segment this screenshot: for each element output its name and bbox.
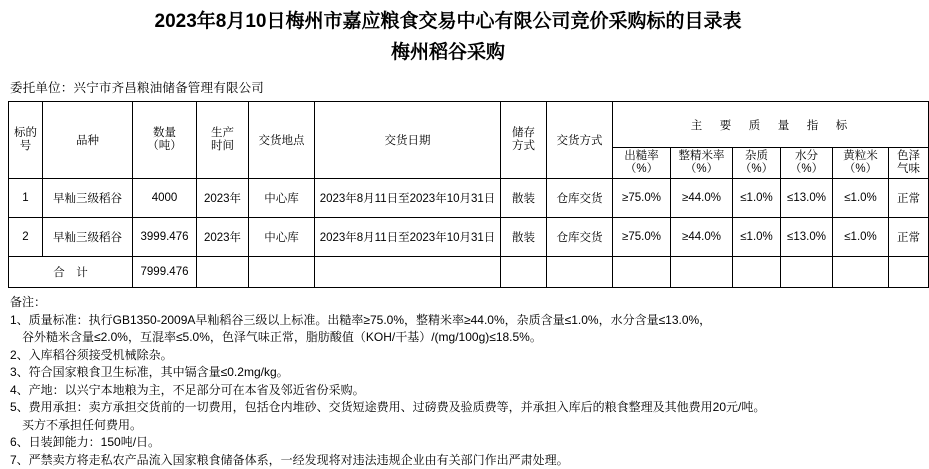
col-header-storage-mode: 储存 方式: [501, 102, 547, 179]
col-header-head-rice-rate: 整精米率 （%）: [671, 148, 733, 179]
cell-head-rice-rate: ≥44.0%: [671, 179, 733, 218]
cell-total-blank-7: [671, 257, 733, 288]
col-header-production-time: 生产 时间: [197, 102, 249, 179]
cell-total-blank-6: [613, 257, 671, 288]
cell-delivery-mode: 仓库交货: [547, 179, 613, 218]
cell-quantity: 4000: [133, 179, 197, 218]
cell-total-blank-5: [547, 257, 613, 288]
cell-color-smell: 正常: [889, 179, 929, 218]
col-header-impurity: 杂质 （%）: [733, 148, 781, 179]
lot-catalog-table: [8, 101, 929, 288]
cell-production-time: 2023年: [197, 218, 249, 257]
cell-yellow-rice: ≤1.0%: [833, 218, 889, 257]
note-line: 谷外糙米含量≤2.0%，互混率≤5.0%，色泽气味正常，脂肪酸值（KOH/干基）/(mg/100g)≤18.5%。: [10, 329, 888, 347]
cell-moisture: ≤13.0%: [781, 218, 833, 257]
cell-storage-mode: 散装: [501, 179, 547, 218]
note-line: 2、入库稻谷须接受机械除杂。: [10, 347, 888, 365]
cell-total-blank-11: [889, 257, 929, 288]
cell-total-blank-10: [833, 257, 889, 288]
col-header-quality-group: 主 要 质 量 指 标: [613, 102, 929, 148]
table-total-row: [9, 257, 929, 288]
cell-moisture: ≤13.0%: [781, 179, 833, 218]
note-line: 4、产地：以兴宁本地粮为主，不足部分可在本省及邻近省份采购。: [10, 382, 888, 400]
notes-section: [8, 294, 888, 469]
table-row: [9, 179, 929, 218]
cell-impurity: ≤1.0%: [733, 218, 781, 257]
col-header-lot-no: 标的 号: [9, 102, 43, 179]
note-line: 6、日装卸能力：150吨/日。: [10, 434, 888, 452]
notes-heading: 备注：: [10, 294, 888, 312]
cell-total-blank-3: [315, 257, 501, 288]
col-header-color-smell: 色泽 气味: [889, 148, 929, 179]
table-row: [9, 218, 929, 257]
col-header-brown-rice-rate: 出糙率 （%）: [613, 148, 671, 179]
page-subtitle: 梅州稻谷采购: [8, 38, 888, 68]
cell-delivery-date: 2023年8月11日至2023年10月31日: [315, 218, 501, 257]
col-header-moisture: 水分 （%）: [781, 148, 833, 179]
cell-total-blank-2: [249, 257, 315, 288]
cell-delivery-date: 2023年8月11日至2023年10月31日: [315, 179, 501, 218]
cell-color-smell: 正常: [889, 218, 929, 257]
cell-variety: 早籼三级稻谷: [43, 179, 133, 218]
cell-total-blank-1: [197, 257, 249, 288]
cell-total-blank-4: [501, 257, 547, 288]
cell-head-rice-rate: ≥44.0%: [671, 218, 733, 257]
cell-brown-rice-rate: ≥75.0%: [613, 218, 671, 257]
cell-lot-no: 1: [9, 179, 43, 218]
col-header-delivery-mode: 交货方式: [547, 102, 613, 179]
col-header-quantity: 数量 （吨）: [133, 102, 197, 179]
note-line: 7、严禁卖方将走私农产品流入国家粮食储备体系，一经发现将对违法违规企业由有关部门作出严肃处理。: [10, 452, 888, 469]
note-line: 5、费用承担：卖方承担交货前的一切费用，包括仓内堆砂、交货短途费用、过磅费及验质费等，并承担入库后的粮食整理及其他费用20元/吨。: [10, 399, 888, 417]
cell-yellow-rice: ≤1.0%: [833, 179, 889, 218]
page-title: 2023年8月10日梅州市嘉应粮食交易中心有限公司竞价采购标的目录表: [8, 8, 888, 36]
cell-delivery-place: 中心库: [249, 218, 315, 257]
col-header-variety: 品种: [43, 102, 133, 179]
table-header-row-1: [9, 102, 929, 148]
col-header-delivery-date: 交货日期: [315, 102, 501, 179]
note-line: 1、质量标准：执行GB1350-2009A早籼稻谷三级以上标准。出糙率≥75.0%，整精米率≥44.0%，杂质含量≤1.0%，水分含量≤13.0%，: [10, 312, 888, 330]
cell-variety: 早籼三级稻谷: [43, 218, 133, 257]
col-header-delivery-place: 交货地点: [249, 102, 315, 179]
cell-total-blank-8: [733, 257, 781, 288]
cell-total-blank-9: [781, 257, 833, 288]
entrust-unit-line: 委托单位：兴宁市齐昌粮油储备管理有限公司: [8, 78, 888, 96]
cell-delivery-place: 中心库: [249, 179, 315, 218]
note-line: 3、符合国家粮食卫生标准，其中镉含量≤0.2mg/kg。: [10, 364, 888, 382]
cell-quantity: 3999.476: [133, 218, 197, 257]
cell-production-time: 2023年: [197, 179, 249, 218]
cell-storage-mode: 散装: [501, 218, 547, 257]
cell-total-quantity: 7999.476: [133, 257, 197, 288]
cell-lot-no: 2: [9, 218, 43, 257]
cell-delivery-mode: 仓库交货: [547, 218, 613, 257]
cell-total-label: 合 计: [9, 257, 133, 288]
cell-impurity: ≤1.0%: [733, 179, 781, 218]
col-header-yellow-rice: 黄粒米 （%）: [833, 148, 889, 179]
cell-brown-rice-rate: ≥75.0%: [613, 179, 671, 218]
note-line: 买方不承担任何费用。: [10, 417, 888, 435]
